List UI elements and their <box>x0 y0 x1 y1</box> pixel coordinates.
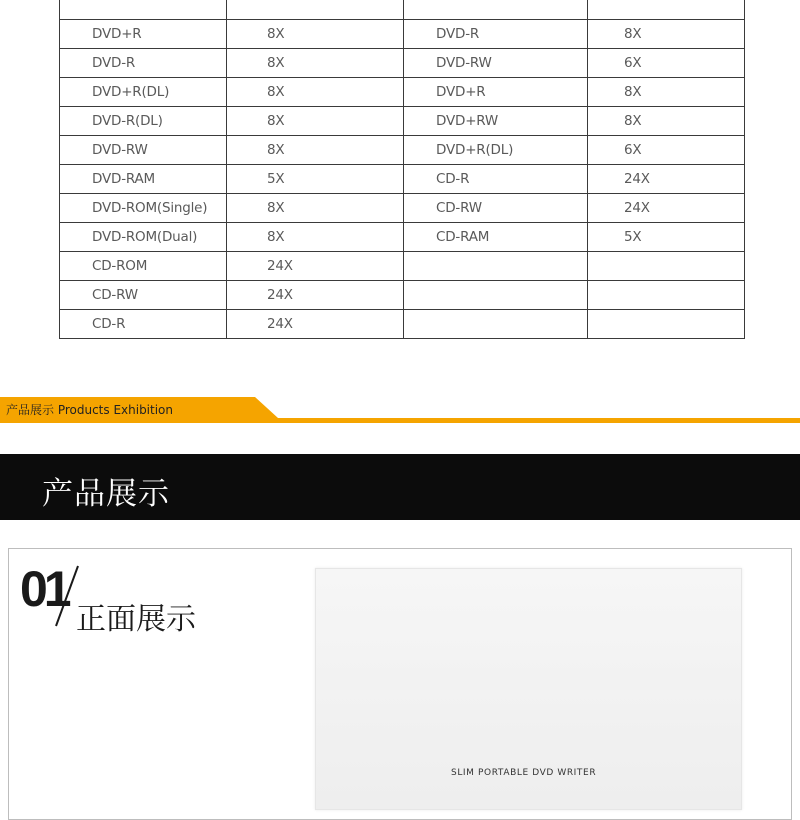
table-cell: 8X <box>227 136 404 165</box>
banner-title: 产品展示 <box>42 476 170 512</box>
products-exhibition-label: 产品展示 Products Exhibition <box>6 403 174 417</box>
table-header-row <box>60 0 745 20</box>
dvd-writer-image <box>315 568 742 810</box>
table-cell: CD-RW <box>404 194 588 223</box>
table-row <box>60 252 745 281</box>
table-row <box>60 136 745 165</box>
section-banner <box>0 454 800 520</box>
table-cell: DVD+R(DL) <box>404 136 588 165</box>
table-header-cell <box>588 0 745 20</box>
table-row <box>60 194 745 223</box>
table-cell <box>588 310 745 339</box>
table-row <box>60 310 745 339</box>
table-cell: DVD-ROM(Dual) <box>60 223 227 252</box>
table-cell <box>404 310 588 339</box>
table-cell: DVD-ROM(Single) <box>60 194 227 223</box>
table-cell <box>588 252 745 281</box>
table-header-cell <box>60 0 227 20</box>
table-cell <box>404 281 588 310</box>
table-cell: 5X <box>588 223 745 252</box>
table-cell: 24X <box>588 194 745 223</box>
table-cell: 24X <box>227 252 404 281</box>
table-cell: 6X <box>588 136 745 165</box>
table-cell: 8X <box>227 78 404 107</box>
table-header-cell <box>227 0 404 20</box>
table-cell: DVD-R(DL) <box>60 107 227 136</box>
table-cell: CD-R <box>60 310 227 339</box>
table-cell <box>588 281 745 310</box>
table-cell: DVD+R <box>60 20 227 49</box>
table-row <box>60 20 745 49</box>
table-row <box>60 78 745 107</box>
table-cell: 5X <box>227 165 404 194</box>
device-label: SLIM PORTABLE DVD WRITER <box>451 768 597 778</box>
table-cell: 8X <box>227 49 404 78</box>
table-cell: 8X <box>588 20 745 49</box>
section-number: 01 <box>20 561 68 617</box>
table-cell: DVD+R <box>404 78 588 107</box>
table-cell: CD-R <box>404 165 588 194</box>
table-cell: 8X <box>227 223 404 252</box>
table-cell: DVD-RAM <box>60 165 227 194</box>
table-row <box>60 281 745 310</box>
table-cell: DVD+RW <box>404 107 588 136</box>
table-cell: CD-RAM <box>404 223 588 252</box>
table-cell: DVD-RW <box>404 49 588 78</box>
section-title: 正面展示 <box>76 602 196 637</box>
table-row <box>60 49 745 78</box>
spec-table <box>59 0 745 339</box>
table-cell: DVD-R <box>60 49 227 78</box>
table-cell: DVD-RW <box>60 136 227 165</box>
table-row <box>60 223 745 252</box>
table-cell: CD-RW <box>60 281 227 310</box>
table-cell: DVD-R <box>404 20 588 49</box>
table-cell: 24X <box>227 310 404 339</box>
table-cell: 24X <box>588 165 745 194</box>
table-header-cell <box>404 0 588 20</box>
table-cell: 8X <box>227 194 404 223</box>
table-cell: 24X <box>227 281 404 310</box>
table-row <box>60 107 745 136</box>
table-cell: CD-ROM <box>60 252 227 281</box>
table-cell: 6X <box>588 49 745 78</box>
table-cell <box>404 252 588 281</box>
table-cell: 8X <box>588 78 745 107</box>
table-cell: 8X <box>588 107 745 136</box>
table-row <box>60 165 745 194</box>
spec-table-body <box>60 0 745 339</box>
table-cell: 8X <box>227 20 404 49</box>
table-cell: DVD+R(DL) <box>60 78 227 107</box>
table-cell: 8X <box>227 107 404 136</box>
